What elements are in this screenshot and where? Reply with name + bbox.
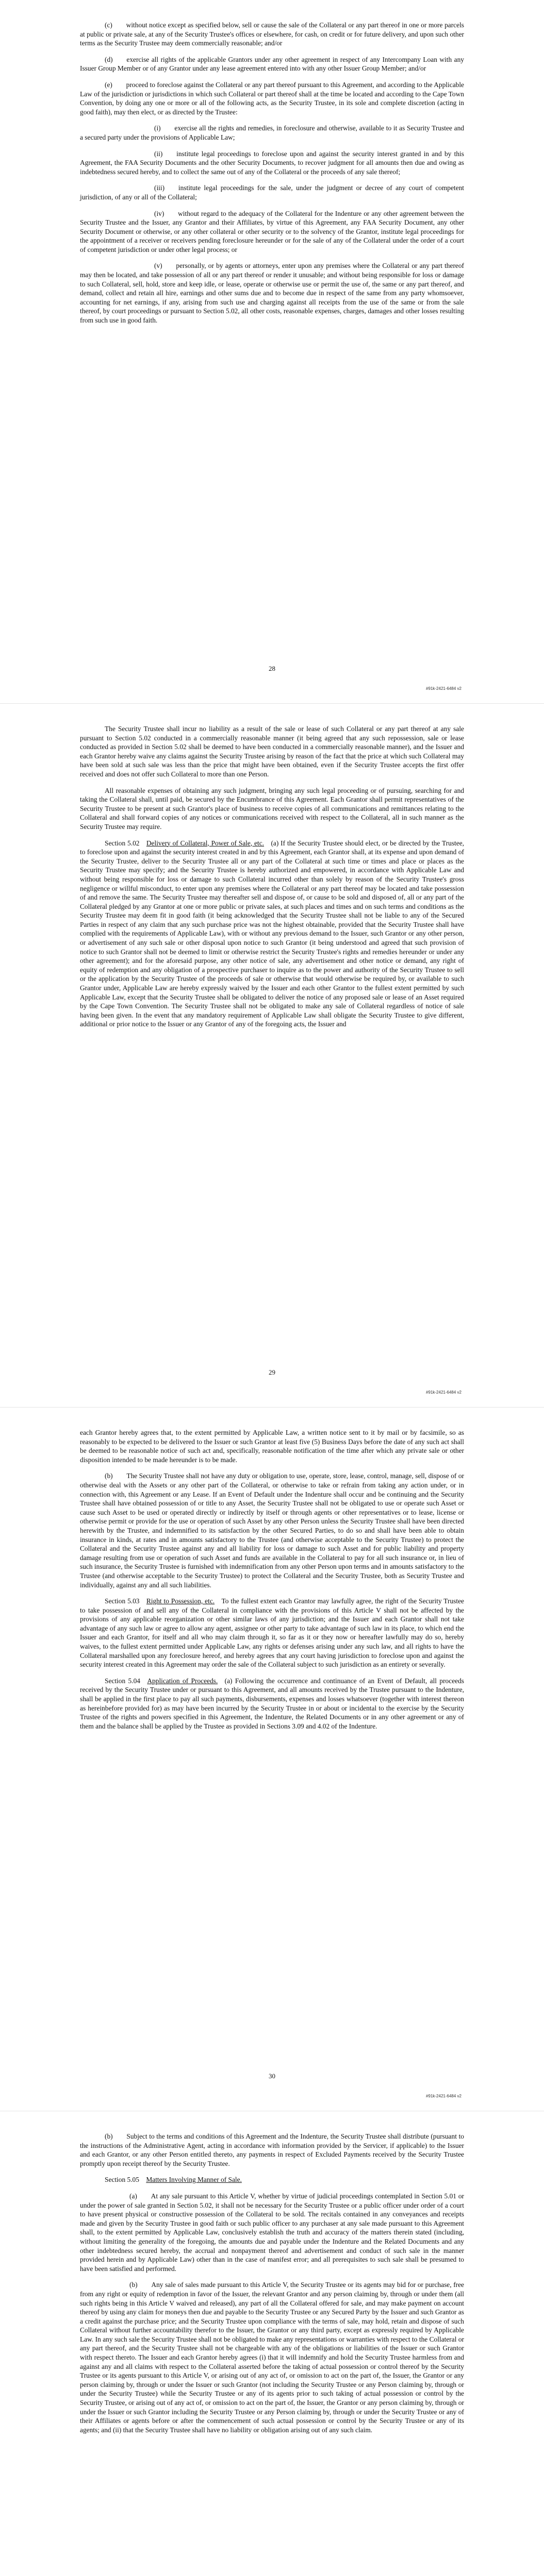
document-page-4: [0, 2111, 544, 2576]
section-title: Application of Proceeds.: [147, 1676, 218, 1685]
paragraph-text: All reasonable expenses of obtaining any such judgment, bringing any such legal proceeding or of pursuing, searching for and taking the Collateral shall, until paid, be secured by the Encumbrance of this Agreement. Each Grantor shall permit representatives of the Security Trustee to be present at such Grantor's place of business to receive copies of all communications and remittances relating to the Collateral and shall forward copies of any notices or communications received with respect to the Collateral, all in such manner as the Security Trustee may require.: [80, 786, 464, 831]
paragraph-text: (c) without notice except as specified below, sell or cause the sale of the Collateral or any part thereof in one or more parcels at public or private sale, at any of the Security Trustee's offices or elsewhere, for cash, on credit or for future delivery, and upon such other terms as the Security Trustee may deem commercially reasonable; and/or: [80, 21, 464, 47]
paragraph: [80, 261, 464, 325]
paragraph: [80, 786, 464, 832]
page-body: [80, 2132, 464, 2442]
paragraph-text: (b) Subject to the terms and conditions of this Agreement and the Indenture, the Security Trustee shall distribute (pursuant to the instructions of the Administrative Agent, acting in accordance with information provided by the Servicer, if applicable) to the Issuer and each Grantor, or any other Person entitled thereto, any payments in respect of Excluded Payments received by the Security Trustee promptly upon receipt thereof by the Security Trustee.: [80, 2132, 464, 2167]
page-number: 29: [269, 1368, 275, 1376]
page-body: [80, 724, 464, 1036]
paragraph-text: (iv) without regard to the adequacy of the Collateral for the Indenture or any other agreement between the Security Trustee and the Issuer, any Grantor and their Affiliates, by virtue of this Agreement, any FAA Security Document, any other Security Document or otherwise, or any other collateral or other security or to the solvency of the Grantor, institute legal proceedings for the appointment of a receiver or receivers pending foreclosure hereunder or for the sale of any of the Collateral under the order of a court of competent jurisdiction or under other legal process; or: [80, 209, 464, 253]
paragraph: [80, 1676, 464, 1731]
document-page-2: [0, 704, 544, 1407]
section-title: Delivery of Collateral, Power of Sale, etc.: [146, 839, 265, 847]
paragraph-text: (a) If the Security Trustee should elect, or be directed by the Trustee, to foreclose upon and against the security interest created in and by this Agreement, each Grantor shall, at its expense and upon demand of the Security Trustee, deliver to the Security Trustee all or any part of the Collateral at such time or times and place or places as the Security Trustee may specify; and the Security Trustee is hereby authorized and empowered, in accordance with Applicable Law and without being responsible for loss or damage to such Collateral incurred other than solely by reason of the Security Trustee's gross negligence or willful misconduct, to enter upon any premises where the Collateral or any part thereof may be located and take possession of and remove the same. The Security Trustee may thereafter sell and dispose of, or cause to be sold and disposed of, all or any part of the Collateral pledged by any Grantor at one or more public or private sales, at such places and times and on such terms and conditions as the Security Trustee may deem fit in good faith (it being acknowledged that the Security Trustee shall not be liable to any of the Secured Parties in respect of any claim that any such purchase price was not the highest obtainable, provided that the Security Trustee shall have complied with the requirements of Applicable Law), with or without any previous demand to the Issuer, such Grantor or any other person, or advertisement of any such sale or other disposal upon notice to such Grantor (it being understood and agreed that such provision of notice to such Grantor shall not be deemed to limit or otherwise restrict the Security Trustee's rights and remedies hereunder or under any other agreement); and for the aforesaid purpose, any other notice of sale, any advertisement and other notice or demand, any right of equity of redemption and any obligation of a prospective purchaser to inquire as to the power and authority of the Security Trustee to sell or the application by the Security Trustee of the proceeds of sale or otherwise that would otherwise be required by, or available to such Grantor under, Applicable Law are hereby expressly waived by the Issuer and each other Grantor to the fullest extent permitted by such Applicable Law, except that the Security Trustee shall be obligated to deliver the notice of any proposed sale or lease of an Asset required by the Cape Town Convention. The Security Trustee shall not be obligated to make any sale of Collateral regardless of notice of sale having been given. In the event that any mandatory requirement of Applicable Law shall obligate the Security Trustee to give different, additional or prior notice to the Issuer or any Grantor of any of the foregoing acts, the Issuer and: [80, 839, 464, 1028]
paragraph: [80, 124, 464, 142]
paragraph: [80, 1428, 464, 1464]
paragraph-text: (b) Any sale of sales made pursuant to this Article V, the Security Trustee or its agents may bid for or purchase, free from any right or equity of redemption in favor of the Issuer, the relevant Grantor and any person claiming by, through or under them (all such rights being in this Article V waived and released), any part of all the Collateral offered for sale, and may make payment on account thereof by using any claim for moneys then due and payable to the Security Trustee or any Secured Party by the Issuer and such Grantor as a credit against the purchase price; and the Security Trustee upon compliance with the terms of sale, may hold, retain and dispose of such Collateral without further accountability therefor to the Issuer, the Grantor or any third party, except as expressly required by Applicable Law. In any such sale the Security Trustee shall not be obligated to make any representations or warranties with respect to the Collateral or any part thereof, and the Security Trustee shall not be chargeable with any of the obligations or liabilities of the Issuer or such Grantor with respect thereto. The Issuer and each Grantor hereby agrees (i) that it will indemnify and hold the Security Trustee harmless from and against any and all claims with respect to the Collateral asserted before the taking of actual possession or control thereof by the Security Trustee or its agents pursuant to this Article V, or arising out of any act of, or omission to act on the part of, the Issuer, the Grantor or any person claiming by, through or under the Issuer or such Grantor (not including the Security Trustee or any Person claiming by, through or under the Security Trustee) while the Security Trustee or any of its agents prior to such taking of actual possession or control by the Security Trustee, or arising out of any act of, or omission to act on the part of, the Issuer, the Grantor or any person claiming by, through or under the Issuer or such Grantor including the Security Trustee or any Person claiming by, through or under the Security Trustee or any of their Affiliates or agents before or after the commencement of such actual possession or control by the Security Trustee or any of its agents; and (ii) that the Security Trustee shall have no liability or obligation arising out of any such claim.: [80, 2281, 464, 2434]
document-id: #91k-2421-6484 v2: [426, 2094, 461, 2098]
paragraph-text: The Security Trustee shall incur no liability as a result of the sale or lease of such Collateral or any part thereof at any sale pursuant to Section 5.02 conducted in a commercially reasonable manner (it being agreed that any such repossession, sale or lease conducted as provided in Section 5.02 shall be deemed to have been conducted in a commercially reasonable manner), and the Issuer and each Grantor hereby waive any claims against the Security Trustee arising by reason of the fact that the price at which such Collateral may have been sold at such sale was less than the price that might have been obtained, even if the Security Trustee accepts the first offer received and does not offer such Collateral to more than one Person.: [80, 725, 464, 778]
document-page-1: [0, 0, 544, 703]
paragraph: [80, 149, 464, 177]
section-number: Section 5.03: [105, 1597, 146, 1605]
page-body: [80, 1428, 464, 1738]
paragraph: [80, 183, 464, 201]
paragraph: [80, 80, 464, 116]
paragraph: [80, 724, 464, 779]
paragraph-text: each Grantor hereby agrees that, to the extent permitted by Applicable Law, a written notice sent to it by mail or by facsimile, so as reasonably to be expected to be delivered to the Issuer or such Grantor at least five (5) Business Days before the date of any such act shall be deemed to be reasonable notice of such act and, specifically, reasonable notification of the time after which any private sale or other disposition intended to be made hereunder is to be made.: [80, 1429, 464, 1464]
paragraph: [80, 1471, 464, 1589]
paragraph: [80, 1597, 464, 1669]
paragraph: [80, 2132, 464, 2168]
section-number: Section 5.05: [105, 2176, 146, 2184]
paragraph-text: (ii) institute legal proceedings to foreclose upon and against the security interest granted in and by this Agreement, the FAA Security Documents and the other Security Documents, to recover judgment for all amounts then due and owing as indebtedness secured hereby, and to collect the same out of any of the Collateral or the proceeds of any sale thereof;: [80, 149, 464, 176]
paragraph-text: (a) Following the occurrence and continuance of an Event of Default, all proceeds received by the Security Trustee under or pursuant to this Agreement, and all amounts received by the Trustee pursuant to the Indenture, shall be applied in the first place to pay all such payments, disbursements, expenses and losses whatsoever (together with interest thereon as hereinbefore provided for) as may have been incurred by the Security Trustee in or about or incidental to the exercise by the Security Trustee of the rights and powers specified in this Agreement, the Indenture, the Related Documents or in any other agreement or any of them and the balance shall be applied by the Trustee as provided in Sections 3.09 and 4.02 of the Indenture.: [80, 1676, 464, 1730]
page-number: 30: [269, 2072, 275, 2080]
paragraph: [80, 209, 464, 255]
paragraph: [80, 2192, 464, 2273]
document-id: #91k-2421-6484 v2: [426, 686, 461, 691]
document-id: #91k-2421-6484 v2: [426, 1390, 461, 1395]
paragraph-text: (a) At any sale pursuant to this Article V, whether by virtue of judicial proceedings contemplated in Section 5.01 or under the power of sale granted in Section 5.02, it shall not be necessary for the Security Trustee or a public officer under order of a court to have present physical or constructive possession of the Collateral to be sold. The recitals contained in any conveyances and receipts made and given by the Security Trustee in good faith or such public officer to any purchaser at any sale made pursuant to this Agreement shall, to the extent permitted by Applicable Law, conclusively establish the truth and accuracy of the matters therein stated (including, without limiting the generality of the foregoing, the amounts due and payable under the Indenture and the Related Documents and any other indebtedness secured hereby, the accrual and nonpayment thereof and advertisement and conduct of such sale in the manner provided herein and by Applicable Law) other than in the case of manifest error; and all prerequisites to such sale shall be presumed to have been satisfied and performed.: [80, 2192, 464, 2273]
section-number: Section 5.02: [105, 839, 146, 847]
paragraph-text: (d) exercise all rights of the applicable Grantors under any other agreement in respect of any Intercompany Loan with any Issuer Group Member or of any Grantor under any lease agreement entered into with any other Issuer Group Member; and/or: [80, 55, 464, 73]
section-title: Right to Possession, etc.: [146, 1597, 215, 1605]
paragraph: [80, 839, 464, 1029]
section-number: Section 5.04: [105, 1676, 147, 1685]
paragraph: [80, 21, 464, 48]
section-title: Matters Involving Manner of Sale.: [146, 2176, 242, 2184]
paragraph: [80, 2280, 464, 2434]
paragraph-text: To the fullest extent each Grantor may lawfully agree, the right of the Security Trustee to take possession of and sell any of the Collateral in compliance with the provisions of this Article V shall not be affected by the provisions of any applicable reorganization or other similar laws of any jurisdiction; and the Issuer and each Grantor shall not take advantage of any such law or agree to allow any agent, assignee or other party to take advantage of such law in its place, to which end the Issuer and each Grantor, for itself and all who may claim through it, so far as it or they now or hereafter lawfully may do so, hereby waives, to the fullest extent permitted under Applicable Law, any rights or defenses arising under any such law, and all rights to have the Collateral marshalled upon any foreclosure hereof, and hereby agrees that any court having jurisdiction to foreclose upon and against the security interest created in this Agreement may order the sale of the Collateral subject to such jurisdiction as an entirety or severally.: [80, 1597, 464, 1669]
paragraph-text: (e) proceed to foreclose against the Collateral or any part thereof pursuant to this Agreement, and according to the Applicable Law of the jurisdiction or jurisdictions in which such Collateral or part thereof shall at the time be located and according to the Cape Town Convention, by doing any one or more or all of the following acts, as the Security Trustee, in its sole and complete discretion (acting in good faith), may then elect, or as directed by the Trustee:: [80, 80, 464, 116]
paragraph-text: (b) The Security Trustee shall not have any duty or obligation to use, operate, store, lease, control, manage, sell, dispose of or otherwise deal with the Assets or any other part of the Collateral, or otherwise to take or refrain from taking any action under, or in connection with, this Agreement or any Lease. If an Event of Default under the Indenture shall occur and be continuing and the Security Trustee shall have obtained possession of or title to any Asset, the Security Trustee shall not be obligated to use or operate such Asset or cause such Asset to be used or operated directly or indirectly by itself or through agents or other representatives or to lease, license or otherwise permit or provide for the use or operation of such Asset by any other Person unless the Security Trustee shall have been directed herewith by the Trustee, and indemnified to its satisfaction by the other Secured Parties, to do so and shall have been able to obtain insurance in kinds, at rates and in amounts satisfactory to the Trustee (and otherwise acceptable to the Security Trustee) to protect the Collateral and the Security Trustee against any and all liability for loss or damage to such Asset and for public liability and property damage resulting from use or operation of such Asset and funds are available in the Collateral to pay for all such insurance or, in lieu of such insurance, the Security Trustee is furnished with indemnification from any other Person upon terms and in amounts satisfactory to the Trustee (and otherwise acceptable to the Security Trustee) to protect the Collateral and the Security Trustee, both as Security Trustee and individually, against any and all such liabilities.: [80, 1472, 464, 1589]
paragraph-text: (v) personally, or by agents or attorneys, enter upon any premises where the Collateral or any part thereof may then be located, and take possession of all or any part thereof or render it unusable; and without being responsible for loss or damage to such Collateral, sell, hold, store and keep idle, or lease, operate or otherwise use or permit the use of, the same or any part thereof, and demand, collect and retain all hire, earnings and other sums due and to become due in respect of the same from any party whomsoever, accounting for net earnings, if any, arising from such use and charging against all receipts from the use of the same or from the sale thereof, by court proceedings or pursuant to Section 5.02, all other costs, reasonable expenses, charges, damages and other losses resulting from such use in good faith.: [80, 262, 464, 325]
paragraph-text: (iii) institute legal proceedings for the sale, under the judgment or decree of any court of competent jurisdiction, of any or all of the Collateral;: [80, 184, 464, 201]
document-page-3: [0, 1408, 544, 2111]
page-body: [80, 21, 464, 332]
page-number: 28: [269, 665, 275, 672]
paragraph: [80, 2175, 464, 2184]
paragraph-text: (i) exercise all the rights and remedies, in foreclosure and otherwise, available to it as Security Trustee and a secured party under the provisions of Applicable Law;: [80, 124, 464, 141]
paragraph: [80, 55, 464, 73]
